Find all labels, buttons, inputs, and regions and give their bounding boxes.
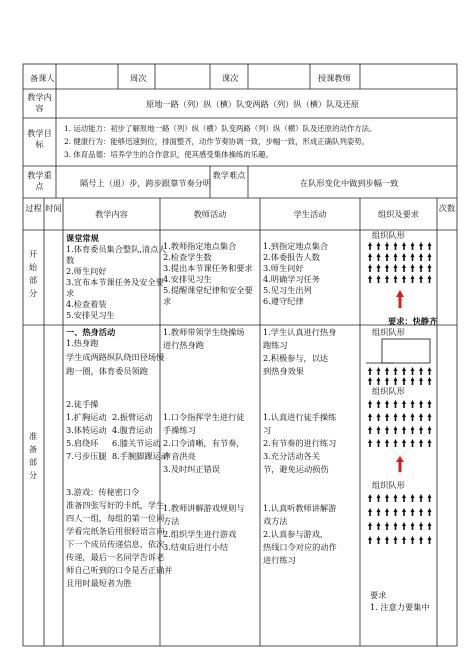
s1-content-line: 3.宣布本节课任务及安全要 (66, 277, 164, 287)
student-marker (411, 413, 415, 421)
s1-student-line: 6.遵守纪律 (263, 296, 304, 306)
s2-teacher-line: 2.组织学生进行游戏 (163, 529, 237, 539)
student-marker (377, 439, 381, 447)
col-content: 教学内容 (95, 209, 128, 219)
s1-student-line: 4.明确学习任务 (263, 274, 320, 284)
s2-org-title-2: 组织队形 (372, 386, 405, 396)
student-marker (368, 253, 372, 261)
s1-content-line: 5.安排见习生 (66, 310, 115, 320)
student-marker (385, 275, 389, 283)
s1-student-line: 3.师生问好 (263, 263, 304, 273)
teacher-arrow (396, 456, 404, 472)
student-marker (385, 400, 389, 408)
section-start-label: 开始部分 (28, 249, 38, 299)
student-marker (385, 367, 389, 375)
student-marker (411, 242, 415, 250)
student-marker (402, 413, 406, 421)
student-marker (428, 536, 432, 544)
student-marker (402, 253, 406, 261)
student-marker (385, 508, 389, 516)
s2-exercise-title: 2.徒手操 (66, 399, 99, 409)
student-marker (377, 522, 381, 530)
s1-content-line: 4.检查着装 (66, 299, 107, 309)
col-times: 次数 (438, 203, 456, 213)
student-marker (402, 439, 406, 447)
s2-game-line: 3.游戏：传秘密口令 (66, 487, 140, 497)
s2-student-line: 热线口令对应的动作 (263, 542, 337, 552)
student-marker (394, 264, 398, 272)
student-marker (411, 536, 415, 544)
s2-student-line: 习 (263, 425, 272, 435)
student-marker (385, 413, 389, 421)
student-marker (411, 508, 415, 516)
student-marker (368, 242, 372, 250)
s1-teacher-line: 2.检查学生数 (163, 252, 212, 262)
s2-teacher-line: 3.及时纠正错误 (163, 464, 220, 474)
s2-game-line: 下一个成员传递信息，依次 (66, 539, 165, 549)
s1-content-line: 数 (66, 255, 75, 265)
student-marker (419, 426, 423, 434)
student-marker (385, 242, 389, 250)
student-marker (377, 508, 381, 516)
student-marker (394, 275, 398, 283)
teacher-arrow (396, 290, 404, 308)
student-marker (419, 377, 423, 385)
col-org: 组织及要求 (378, 209, 419, 219)
exercise-item: 6.膝关节运动 (112, 438, 161, 448)
s2-teacher-line: 手操练习 (163, 425, 196, 435)
student-marker (377, 400, 381, 408)
student-marker (385, 536, 389, 544)
student-marker (419, 494, 423, 502)
student-marker (368, 264, 372, 272)
student-marker (368, 522, 372, 530)
s1-student-line: 5.见习生出列 (263, 285, 312, 295)
s2-game-line: 学看完纸条后用很轻语言向 (66, 526, 165, 536)
student-marker (377, 253, 381, 261)
student-marker (419, 275, 423, 283)
student-marker (377, 494, 381, 502)
student-marker (428, 522, 432, 530)
exercise-item: 8.手腕脚踝运动 (112, 451, 169, 461)
student-marker (385, 439, 389, 447)
s2-student-line: 2.有节奏的进行练习 (263, 438, 337, 448)
s2-game-line: 四人一组，每组的第一位同 (66, 513, 165, 523)
s2-teacher-line: 1.教师带领学生绕操场 (163, 327, 245, 337)
formation-diagram-start (364, 240, 436, 312)
student-marker (402, 242, 406, 250)
s2-org-title-1: 组织队形 (372, 327, 405, 337)
student-marker (411, 400, 415, 408)
s2-student-line: 戏方法 (263, 516, 288, 526)
student-marker (368, 494, 372, 502)
student-marker (385, 426, 389, 434)
s2-teacher-line: 2.口令清晰，有节奏， (163, 438, 245, 448)
student-marker (419, 413, 423, 421)
student-marker (419, 400, 423, 408)
exercise-item: 7.弓步压腿 (66, 451, 107, 461)
s2-warmup-title: 一、热身活动 (66, 327, 116, 337)
student-marker (428, 400, 432, 408)
student-marker (419, 253, 423, 261)
exercise-item: 1.扩胸运动 (66, 412, 107, 422)
student-marker (411, 522, 415, 530)
student-marker (368, 400, 372, 408)
s2-requirement-title: 要求 (370, 590, 387, 600)
formation-diagram-game (364, 492, 436, 554)
student-marker (428, 426, 432, 434)
student-marker (419, 508, 423, 516)
s2-student-line: 1.认真进行徒手操练 (263, 412, 337, 422)
student-marker (419, 367, 423, 375)
s1-teacher-line: 4.安排见习生 (163, 274, 212, 284)
s2-student-line: 1.学生认真进行热身 (263, 327, 337, 337)
student-marker (368, 426, 372, 434)
difficulty-text: 在队形变化中做到步幅一致 (300, 178, 399, 188)
student-marker (394, 508, 398, 516)
goal-2: 2. 健康行为：能够迅速到位，排面整齐，动作节奏协调一致，步幅一致，形成正确队列姿势。 (64, 137, 370, 146)
student-marker (394, 522, 398, 530)
student-marker (419, 536, 423, 544)
exercise-item: 3.体转运动 (66, 425, 107, 435)
student-marker (428, 275, 432, 283)
s1-org-requirement: 要求：快静齐 (388, 316, 438, 326)
formation-diagram-run (364, 337, 436, 385)
student-marker (419, 522, 423, 530)
student-marker (428, 367, 432, 375)
student-marker (385, 253, 389, 261)
col-teacher: 教师活动 (193, 209, 227, 219)
section-prep-label: 准备部分 (28, 431, 38, 481)
student-marker (428, 508, 432, 516)
s1-teacher-line: 1.教师指定地点集合 (163, 241, 237, 251)
student-marker (368, 275, 372, 283)
label-week: 周次 (130, 73, 147, 83)
student-marker (428, 377, 432, 385)
student-marker (428, 494, 432, 502)
student-marker (394, 377, 398, 385)
s1-student-line: 1.到指定地点集合 (263, 241, 329, 251)
formation-diagram-exercise (364, 398, 436, 474)
student-marker (385, 377, 389, 385)
s2-student-line: 1.认真听教师讲解游 (263, 503, 337, 513)
exercise-item: 5.肩绕环 (66, 438, 99, 448)
s2-student-line: 3.充分活动各关 (263, 451, 320, 461)
s2-teacher-line: 进行热身跑 (163, 340, 204, 350)
s2-teacher-line: 3.结束后进行小结 (163, 542, 229, 552)
s1-content-line: 求 (66, 288, 75, 298)
goal-3: 3. 体育品德：培养学生的合作意识，使其感受集体操练的乐趣。 (64, 150, 273, 159)
label-content: 教学内容 (27, 92, 52, 113)
student-marker (394, 400, 398, 408)
label-difficulty: 教学难点 (212, 170, 246, 180)
student-marker (377, 426, 381, 434)
s1-content-line: 2.师生问好 (66, 266, 107, 276)
s2-student-line: 节，避免运动损伤 (263, 464, 329, 474)
student-marker (428, 242, 432, 250)
student-marker (394, 413, 398, 421)
student-marker (411, 439, 415, 447)
student-marker (394, 253, 398, 261)
label-period: 课次 (222, 73, 239, 83)
goal-1: 1. 运动能力：初步了解原地一路（列）纵（横）队变两路（列）纵（横）队及还原的动作方法。 (64, 124, 377, 133)
s1-student-line: 2.体委报告人数 (263, 252, 320, 262)
student-marker (402, 508, 406, 516)
student-marker (428, 413, 432, 421)
s2-warmup-line: 学生成两路纵队绕田径场慢 (66, 352, 165, 362)
student-marker (394, 494, 398, 502)
student-marker (411, 494, 415, 502)
s2-student-line: 2.积极参与，以达 (263, 353, 329, 363)
student-marker (377, 536, 381, 544)
student-marker (394, 426, 398, 434)
s2-student-line: 跑练习 (263, 340, 288, 350)
exercise-item: 2.振臂运动 (112, 412, 153, 422)
student-marker (402, 400, 406, 408)
label-teacher: 授课教师 (318, 73, 351, 83)
key-text: 隔号上（退）步，跨步跟靠节奏分明 (80, 178, 212, 188)
student-marker (368, 508, 372, 516)
student-marker (394, 367, 398, 375)
exercise-item: 4.腹背运动 (112, 425, 153, 435)
label-goals: 教学目标 (27, 128, 52, 149)
s1-teacher-line: 3.提出本节课任务和要求 (163, 263, 253, 273)
col-time: 时间 (45, 203, 62, 213)
student-marker (368, 439, 372, 447)
s2-student-line: 2.认真参与游戏， (263, 529, 329, 539)
student-marker (377, 377, 381, 385)
student-marker (377, 275, 381, 283)
label-key: 教学重点 (27, 170, 52, 191)
student-marker (428, 264, 432, 272)
s1-teacher-line: 求 (163, 296, 172, 306)
student-marker (394, 439, 398, 447)
s2-game-line: 传递，最后一名同学告诉老 (66, 552, 165, 562)
student-marker (385, 522, 389, 530)
student-marker (402, 522, 406, 530)
student-marker (402, 426, 406, 434)
s1-org-title: 组织队形 (372, 230, 405, 240)
s2-warmup-line: 跑一圈，体育委员领跑 (66, 366, 148, 376)
student-marker (402, 377, 406, 385)
student-marker (411, 253, 415, 261)
col-student: 学生活动 (293, 209, 327, 219)
s1-content-line: 1.体育委员集合整队,清点人 (66, 244, 167, 254)
s2-teacher-line: 1.口令指挥学生进行徒 (163, 412, 245, 422)
student-marker (402, 536, 406, 544)
student-marker (377, 413, 381, 421)
student-marker (377, 367, 381, 375)
col-process: 过程 (25, 203, 42, 213)
student-marker (368, 413, 372, 421)
student-marker (428, 439, 432, 447)
s2-org-title-3: 组织队形 (372, 480, 405, 490)
student-marker (402, 264, 406, 272)
student-marker (368, 536, 372, 544)
s2-game-line: 且用时最短者为胜 (66, 578, 132, 588)
student-marker (411, 377, 415, 385)
label-preparer: 备课人 (30, 73, 55, 83)
student-marker (411, 264, 415, 272)
s1-content-title: 课堂常规 (66, 233, 99, 243)
s2-game-line: 师自己听到的口令是否正确并 (66, 565, 173, 575)
s1-teacher-line: 5.提醒课堂纪律和安全要 (163, 285, 253, 295)
content-text: 原地一路（列）纵（横）队变两路（列）纵（横）队及还原 (146, 99, 359, 109)
student-marker (394, 242, 398, 250)
student-marker (394, 536, 398, 544)
s2-game-line: 准备四张写好的卡纸，学生 (66, 500, 165, 510)
student-marker (402, 275, 406, 283)
student-marker (428, 253, 432, 261)
student-marker (377, 264, 381, 272)
student-marker (402, 367, 406, 375)
student-marker (419, 439, 423, 447)
student-marker (419, 242, 423, 250)
s2-teacher-line: 声音洪亮 (163, 451, 196, 461)
student-marker (368, 377, 372, 385)
s2-student-line: 进行练习 (263, 555, 296, 565)
s2-student-line: 到热身效果 (263, 366, 304, 376)
student-marker (411, 426, 415, 434)
s2-warmup-line: 1.热身跑 (66, 338, 99, 348)
student-marker (419, 264, 423, 272)
student-marker (411, 275, 415, 283)
student-marker (368, 367, 372, 375)
student-marker (402, 494, 406, 502)
student-marker (411, 367, 415, 375)
s2-requirement-1: 1. 注意力要集中 (370, 602, 430, 612)
student-marker (377, 242, 381, 250)
student-marker (385, 264, 389, 272)
student-marker (385, 494, 389, 502)
s2-teacher-line: 方法 (163, 516, 180, 526)
s2-teacher-line: 1.教师讲解游戏规则与 (163, 503, 245, 513)
